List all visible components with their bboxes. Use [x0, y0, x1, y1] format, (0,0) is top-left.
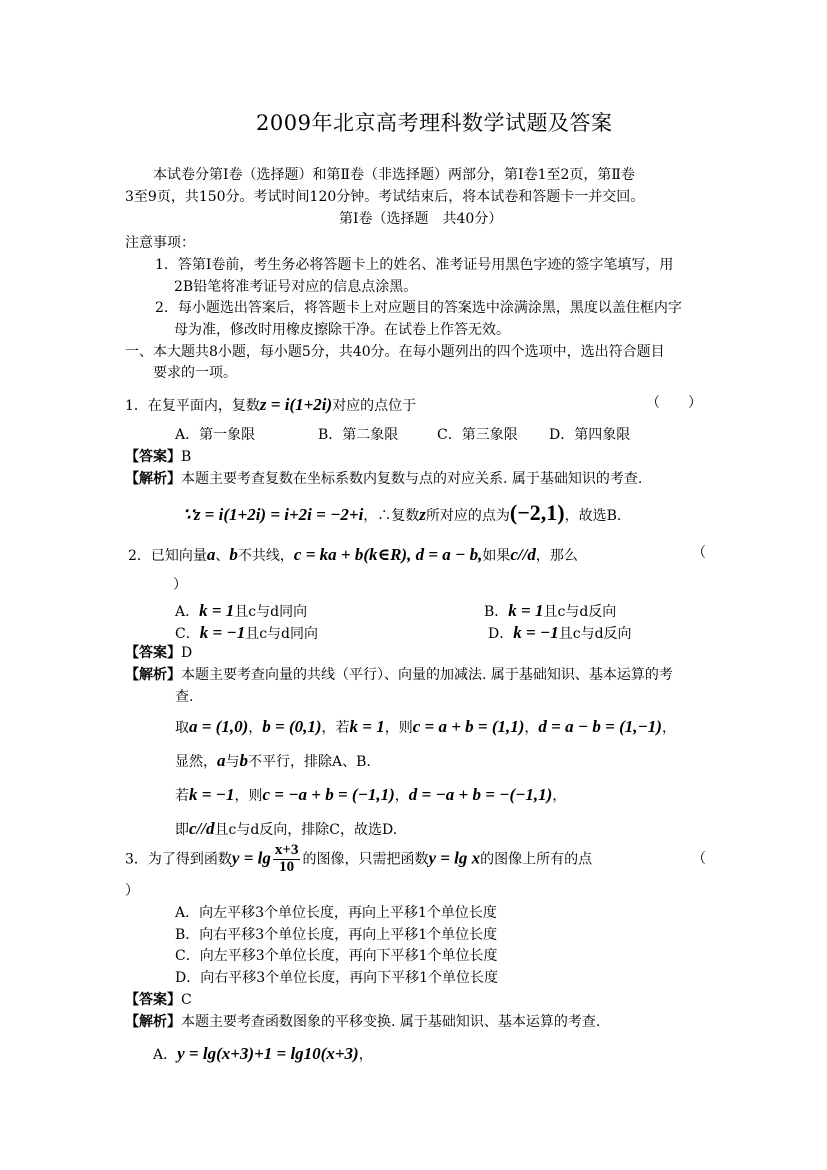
q3-sol-a-letter: A． — [153, 1047, 178, 1063]
q1-stem — [125, 396, 416, 413]
q2-s1-f2: b = (0,1) — [262, 717, 322, 736]
q2-option-b — [484, 602, 616, 619]
q2-solution-3 — [175, 786, 566, 803]
q2-solution-1 — [175, 718, 676, 735]
q3-f-num: x+3 — [274, 842, 299, 858]
q1-sol-point: (−2,1) — [509, 500, 565, 525]
q2-option-b-k: k = 1 — [508, 601, 544, 620]
q2-bracket-open: （ — [692, 545, 706, 561]
q3-analysis-text: 本题主要考查函数图象的平移变换. 属于基础知识、基本运算的考查. — [181, 1014, 601, 1030]
q2-option-b-text: 且c与d反向 — [543, 604, 617, 620]
q1-sol-post: 所对应的点为 — [425, 508, 510, 524]
q3-stem-post: 的图像上所有的点 — [480, 851, 593, 868]
q1-option-a: A．第一象限 — [175, 427, 256, 443]
q2-formula: c = ka + b(k∈R), d = a − b, — [293, 545, 483, 564]
q2-s3-pre: 若 — [175, 788, 189, 804]
q2-stem-pre: 2．已知向量 — [128, 548, 207, 564]
answer-label: 【答案】 — [125, 449, 181, 465]
q2-cond: c//d — [510, 545, 536, 564]
q3-option-b: B．向右平移3个单位长度，再向上平移1个单位长度 — [175, 927, 498, 943]
q2-s3-c3: ， — [552, 788, 567, 804]
q2-s1-f4: c = a + b = (1,1) — [412, 717, 525, 736]
q2-s2-pre: 显然， — [175, 754, 217, 770]
q2-s2-post: 不平行，排除A、B. — [248, 754, 371, 770]
q2-analysis-text: 本题主要考查向量的共线（平行）、向量的加减法. 属于基础知识、基本运算的考 — [181, 667, 673, 683]
q1-answer-value: B — [181, 449, 192, 465]
q3-bracket-open: （ — [692, 851, 706, 867]
q2-option-c-letter: C． — [175, 626, 200, 642]
q2-s3-f3: d = −a + b = −(−1,1) — [408, 785, 553, 804]
q2-s1-c4: ， — [524, 720, 539, 736]
q2-s3-c2: ， — [394, 788, 409, 804]
q2-option-c-text: 且c与d同向 — [245, 626, 319, 642]
note-1-line-1: 1．答第Ⅰ卷前，考生务必将答题卡上的姓名、准考证号用黑色字迹的签字笔填写，用 — [155, 257, 674, 273]
q2-answer-value: D — [181, 645, 193, 661]
q2-s2-b: b — [239, 751, 248, 770]
q3-stem — [125, 843, 592, 876]
q2-option-d-text: 且c与d反向 — [558, 626, 632, 642]
q3-option-a: A．向左平移3个单位长度，再向上平移1个单位长度 — [175, 905, 497, 921]
q1-option-b: B．第二象限 — [318, 427, 399, 443]
q1-option-d: D．第四象限 — [549, 427, 631, 443]
q2-bracket-close: ） — [173, 577, 187, 593]
q2-option-a-k: k = 1 — [199, 601, 235, 620]
q2-s3-c1: ，则 — [234, 788, 263, 804]
q2-stem-post: ，那么 — [535, 548, 578, 564]
q3-stem-pre: 3．为了得到函数 — [125, 851, 232, 868]
answer-label: 【答案】 — [125, 645, 181, 661]
q1-stem-pre: 1．在复平面内，复数 — [125, 398, 260, 414]
part1-line-1: 一、本大题共8小题，每小题5分，共40分。在每小题列出的四个选项中，选出符合题目 — [125, 344, 665, 360]
q2-solution-4 — [175, 820, 397, 837]
q2-analysis — [125, 668, 673, 682]
q3-fraction — [273, 843, 301, 876]
notes-header: 注意事项： — [125, 235, 195, 251]
q2-s1-f5: d = a − b = (1,−1) — [538, 717, 662, 736]
q1-option-c: C．第三象限 — [437, 427, 518, 443]
q3-answer-value: C — [181, 992, 192, 1008]
q3-bracket-close: ） — [125, 883, 139, 899]
intro-line-2: 3至9页，共150分。考试时间120分钟。考试结束后，将本试卷和答题卡一并交回。 — [125, 189, 645, 205]
page-title: 2009年北京高考理科数学试题及答案 — [256, 111, 613, 135]
q3-option-c: C．向左平移3个单位长度，再向下平移1个单位长度 — [175, 948, 498, 964]
q1-stem-post: 对应的点位于 — [332, 398, 417, 414]
q1-answer — [125, 450, 191, 464]
q3-stem-mid: 的图像，只需把函数 — [302, 851, 429, 868]
q2-analysis-line-2: 查. — [175, 689, 194, 705]
q2-solution-2 — [175, 752, 371, 769]
q3-solution-a — [153, 1045, 373, 1062]
q2-s3-f1: k = −1 — [189, 785, 235, 804]
q1-formula: z = i(1+2i) — [259, 395, 333, 414]
q1-sol-end: ，故选B. — [564, 508, 622, 524]
q2-answer — [125, 646, 192, 660]
q2-option-a — [175, 602, 307, 619]
q2-s4-pre: 即 — [175, 822, 189, 838]
q2-option-d-letter: D． — [488, 626, 514, 642]
q1-analysis — [125, 472, 642, 486]
note-2-line-2: 母为准，修改时用橡皮擦除干净。在试卷上作答无效。 — [174, 322, 510, 338]
q2-s1-f3: k = 1 — [349, 717, 385, 736]
q2-stem — [128, 546, 578, 563]
q2-vec-b: b — [229, 545, 238, 564]
q2-s2-mid: 与 — [225, 754, 240, 770]
q2-option-c-k: k = −1 — [199, 623, 246, 642]
q2-sep: 、 — [215, 548, 230, 564]
analysis-label: 【解析】 — [125, 471, 181, 487]
q2-s1-c3: ，则 — [384, 720, 413, 736]
q2-s4-f: c//d — [189, 819, 215, 838]
q1-sol-mid: ，∴复数 — [363, 508, 420, 524]
analysis-label: 【解析】 — [125, 667, 181, 683]
q2-s1-c2: ，若 — [321, 720, 350, 736]
q1-sol-z: z — [419, 505, 426, 524]
q2-option-a-letter: A． — [175, 604, 200, 620]
q3-f2: y = lg x — [428, 848, 481, 868]
q2-option-a-text: 且c与d同向 — [234, 604, 308, 620]
q3-f-lhs: y = lg — [231, 848, 271, 868]
q3-answer — [125, 993, 192, 1007]
q2-option-d-k: k = −1 — [513, 623, 559, 642]
q2-option-b-letter: B． — [484, 604, 509, 620]
q1-analysis-text: 本题主要考查复数在坐标系数内复数与点的对应关系. 属于基础知识的考查. — [181, 471, 643, 487]
note-1-line-2: 2B铅笔将准考证号对应的信息点涂黑。 — [174, 279, 418, 295]
q2-stem-mid: 不共线， — [237, 548, 294, 564]
intro-line-1: 本试卷分第Ⅰ卷（选择题）和第Ⅱ卷（非选择题）两部分，第Ⅰ卷1至2页，第Ⅱ卷 — [153, 167, 635, 183]
q3-f-den: 10 — [279, 858, 295, 875]
q2-s2-a: a — [217, 751, 226, 770]
q2-option-d — [488, 624, 632, 641]
q1-bracket: （ ） — [646, 395, 702, 411]
section-heading: 第Ⅰ卷（选择题 共40分） — [339, 211, 503, 227]
part1-line-2: 要求的一项。 — [153, 365, 237, 381]
note-2-line-1: 2．每小题选出答案后，将答题卡上对应题目的答案选中涂满涂黑，黑度以盖住框内字 — [155, 300, 682, 316]
q2-stem-if: 如果 — [482, 548, 511, 564]
q2-s3-f2: c = −a + b = (−1,1) — [262, 785, 395, 804]
q2-s1-c1: ， — [248, 720, 263, 736]
q3-sol-a-formula: y = lg(x+3)+1 = lg10(x+3) — [177, 1044, 359, 1063]
q3-option-d: D．向右平移3个单位长度，再向下平移1个单位长度 — [175, 970, 499, 986]
analysis-label: 【解析】 — [125, 1014, 181, 1030]
q3-analysis — [125, 1015, 600, 1029]
answer-label: 【答案】 — [125, 992, 181, 1008]
q2-s4-post: 且c与d反向，排除C，故选D. — [214, 822, 398, 838]
q1-sol-formula: ∵z = i(1+2i) = i+2i = −2+i — [183, 505, 364, 524]
q3-sol-a-end: ， — [358, 1047, 373, 1063]
q2-option-c — [175, 624, 318, 641]
q2-s1-f1: a = (1,0) — [189, 717, 249, 736]
q2-vec-a: a — [206, 545, 216, 564]
q2-s1-c5: ， — [661, 720, 676, 736]
q2-s1-pre: 取 — [175, 720, 189, 736]
q1-solution — [183, 502, 621, 524]
